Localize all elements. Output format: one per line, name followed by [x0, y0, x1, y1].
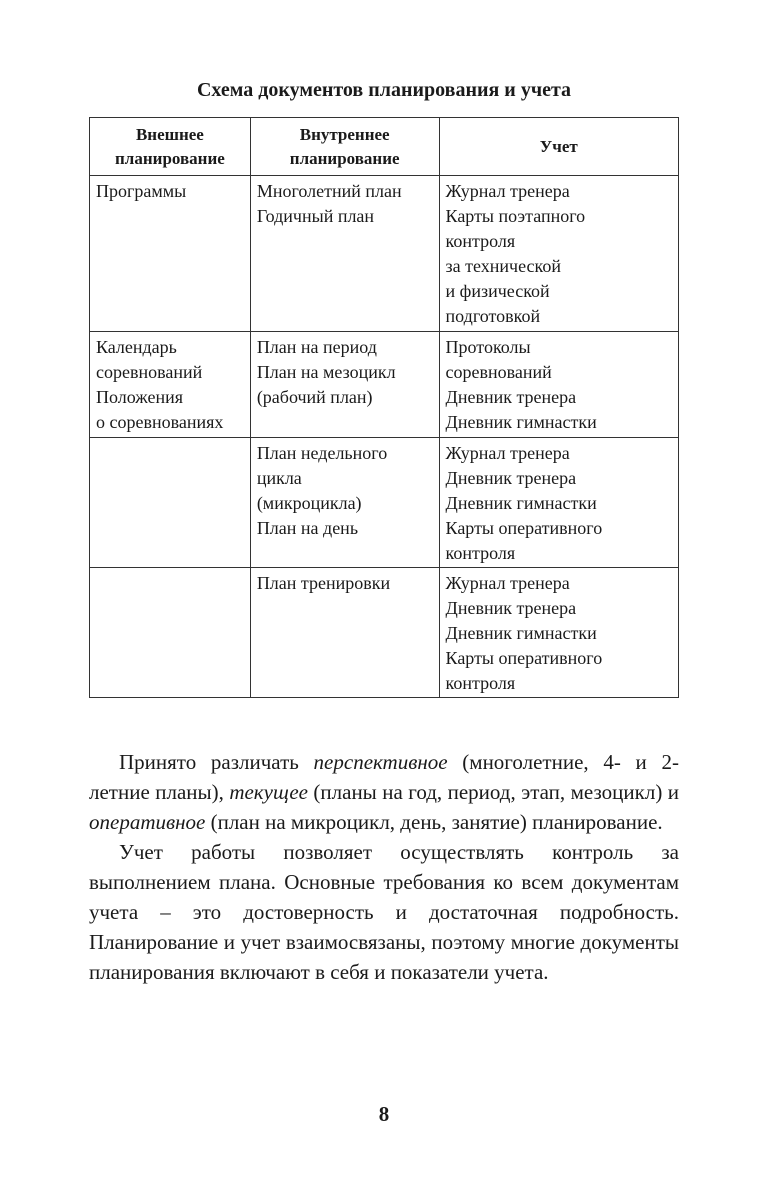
header-line: планирование — [115, 148, 225, 168]
cell-line: Карты оперативного — [445, 518, 603, 538]
paragraph-accounting: Учет работы позволяет осуществлять контроль за выполнением плана. Основные требования ко всем документам учета – это достоверность и достаточная подробность. Планирование и учет взаимосвязаны, поэтому многие документы планирования включают в себя и показатели учета. — [89, 840, 679, 984]
cell-line: Дневник тренера — [445, 387, 577, 407]
cell-line: подготовкой — [445, 306, 541, 326]
cell-external — [90, 568, 251, 698]
text-run: (план на микроцикл, день, занятие) планирование. — [205, 810, 663, 834]
table-row — [90, 332, 679, 438]
cell-line: контроля — [445, 231, 516, 251]
cell-line: Годичный план — [256, 206, 375, 226]
cell-line: План тренировки — [256, 573, 391, 593]
cell-line: о соревнованиях — [96, 412, 224, 432]
cell-internal — [250, 332, 439, 438]
page-number: 8 — [378, 1102, 390, 1126]
cell-line: соревнований — [445, 362, 552, 382]
cell-line: План на период — [256, 337, 377, 357]
table-row — [90, 568, 679, 698]
planning-documents-table — [89, 117, 679, 698]
body-text — [89, 747, 679, 987]
cell-internal — [250, 176, 439, 332]
emphasis-term: текущее — [229, 780, 308, 804]
text-run: Принято различать — [119, 750, 314, 774]
cell-line: План на мезоцикл — [256, 362, 396, 382]
cell-line: План на день — [256, 518, 359, 538]
cell-accounting — [439, 568, 678, 698]
header-line: Учет — [539, 136, 578, 156]
table-row — [90, 176, 679, 332]
cell-line: Карты оперативного — [445, 648, 603, 668]
cell-external — [90, 332, 251, 438]
header-external-planning — [90, 118, 251, 176]
cell-line: Положения — [96, 387, 184, 407]
cell-line: Дневник гимнастки — [445, 623, 597, 643]
header-accounting — [439, 118, 678, 176]
cell-line: соревнований — [96, 362, 203, 382]
emphasis-term: оперативное — [89, 810, 206, 834]
cell-line: План недельного — [256, 443, 388, 463]
emphasis-term: перспективное — [313, 750, 448, 774]
cell-line: Многолетний план — [256, 181, 402, 201]
cell-line: Дневник тренера — [445, 468, 577, 488]
cell-line: Карты поэтапного — [445, 206, 586, 226]
header-line: Внутреннее — [299, 124, 390, 144]
cell-line: Программы — [96, 181, 187, 201]
cell-line: Дневник гимнастки — [445, 493, 597, 513]
cell-line: Дневник гимнастки — [445, 412, 597, 432]
cell-line: контроля — [445, 673, 516, 693]
header-line: Внешнее — [135, 124, 204, 144]
cell-line: (микроцикла) — [256, 493, 362, 513]
cell-accounting — [439, 176, 678, 332]
cell-accounting — [439, 332, 678, 438]
cell-line: Журнал тренера — [445, 573, 570, 593]
table-header-row — [90, 118, 679, 176]
cell-external — [90, 176, 251, 332]
cell-line: и физической — [445, 281, 550, 301]
header-line: планирование — [289, 148, 400, 168]
cell-line: Журнал тренера — [445, 181, 570, 201]
header-internal-planning — [250, 118, 439, 176]
cell-internal — [250, 568, 439, 698]
table-row — [90, 438, 679, 568]
cell-external — [90, 438, 251, 568]
cell-internal — [250, 438, 439, 568]
cell-line: Журнал тренера — [445, 443, 570, 463]
cell-line: цикла — [256, 468, 302, 488]
cell-line: (рабочий план) — [256, 387, 373, 407]
cell-line: контроля — [445, 543, 516, 563]
paragraph-planning-types — [89, 747, 679, 837]
cell-line: Календарь — [96, 337, 177, 357]
table-title: Схема документов планирования и учета — [196, 79, 572, 101]
text-run: (планы на год, период, этап, мезоцикл) и — [307, 780, 679, 804]
table-body — [90, 176, 679, 698]
cell-accounting — [439, 438, 678, 568]
cell-line: за технической — [445, 256, 561, 276]
cell-line: Дневник тренера — [445, 598, 577, 618]
cell-line: Протоколы — [445, 337, 531, 357]
text-run: (многолетние, 4- и 2-летние планы), — [89, 750, 679, 804]
